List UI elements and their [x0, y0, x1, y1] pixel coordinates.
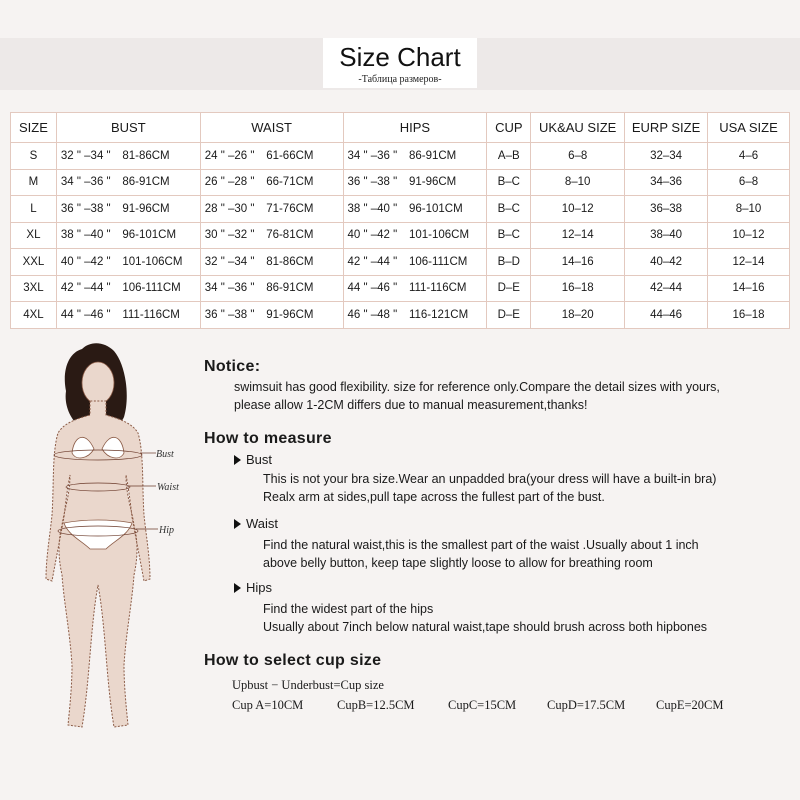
bust-inch-cell: 32 " –34 " [56, 143, 116, 170]
table-row [11, 302, 790, 329]
hips-cm-cell: 116-121CM [403, 302, 487, 329]
waist-label: Waist [157, 482, 179, 493]
waist-cm-cell: 66-71CM [260, 169, 343, 196]
col-header-ukau: UK&AU SIZE [531, 113, 625, 143]
col-header-bust: BUST [56, 113, 200, 143]
usa-size-cell: 12–14 [708, 249, 790, 276]
hips-cm-cell: 101-106CM [403, 222, 487, 249]
triangle-bullet-icon [234, 583, 241, 593]
bust-line-2: Realx arm at sides,pull tape across the fullest part of the bust. [263, 490, 605, 504]
bust-inch-cell: 36 " –38 " [56, 196, 116, 223]
ukau-size-cell: 16–18 [531, 275, 625, 302]
cup-heading: How to select cup size [204, 652, 382, 669]
waist-subheading [234, 516, 794, 531]
usa-size-cell: 14–16 [708, 275, 790, 302]
eurp-size-cell: 42–44 [625, 275, 708, 302]
table-row [11, 169, 790, 196]
bust-line-1: This is not your bra size.Wear an unpadded bra(your dress will have a built-in bra) [263, 472, 717, 486]
hips-inch-cell: 44 " –46 " [343, 275, 403, 302]
ukau-size-cell: 12–14 [531, 222, 625, 249]
usa-size-cell: 10–12 [708, 222, 790, 249]
hips-inch-cell: 46 " –48 " [343, 302, 403, 329]
table-row [11, 222, 790, 249]
cup-values-row [232, 696, 794, 714]
bust-inch-cell: 38 " –40 " [56, 222, 116, 249]
title-box [323, 38, 477, 88]
face-shape [82, 362, 114, 404]
eurp-size-cell: 38–40 [625, 222, 708, 249]
table-row [11, 196, 790, 223]
waist-subheading-label: Waist [246, 516, 279, 531]
waist-inch-cell: 26 " –28 " [200, 169, 260, 196]
waist-inch-cell: 24 " –26 " [200, 143, 260, 170]
ukau-size-cell: 14–16 [531, 249, 625, 276]
cup-cell: B–C [487, 196, 531, 223]
ukau-size-cell: 6–8 [531, 143, 625, 170]
waist-cm-cell: 91-96CM [260, 302, 343, 329]
notice-heading: Notice: [204, 358, 261, 375]
hips-inch-cell: 42 " –44 " [343, 249, 403, 276]
bust-label: Bust [156, 449, 174, 460]
size-cell: S [11, 143, 57, 170]
eurp-size-cell: 32–34 [625, 143, 708, 170]
table-row [11, 275, 790, 302]
usa-size-cell: 4–6 [708, 143, 790, 170]
table-row [11, 143, 790, 170]
triangle-bullet-icon [234, 519, 241, 529]
hips-cm-cell: 86-91CM [403, 143, 487, 170]
eurp-size-cell: 36–38 [625, 196, 708, 223]
size-cell: 4XL [11, 302, 57, 329]
cup-value: CupB=12.5CM [337, 698, 415, 712]
hips-line-2: Usually about 7inch below natural waist,tape should brush across both hipbones [263, 620, 708, 634]
table-header-row [11, 113, 790, 143]
body-measurement-figure [28, 335, 198, 745]
cup-formula: Upbust − Underbust=Cup size [232, 678, 384, 692]
waist-cm-cell: 86-91CM [260, 275, 343, 302]
bust-inch-cell: 40 " –42 " [56, 249, 116, 276]
col-header-size: SIZE [11, 113, 57, 143]
cup-cell: D–E [487, 275, 531, 302]
size-table-body [11, 143, 790, 329]
hips-line-1: Find the widest part of the hips [263, 602, 434, 616]
hips-inch-cell: 40 " –42 " [343, 222, 403, 249]
size-cell: M [11, 169, 57, 196]
eurp-size-cell: 44–46 [625, 302, 708, 329]
page-subtitle: -Таблица размеров- [358, 74, 442, 85]
waist-cm-cell: 76-81CM [260, 222, 343, 249]
cup-cell: B–D [487, 249, 531, 276]
cup-cell: A–B [487, 143, 531, 170]
hips-cm-cell: 96-101CM [403, 196, 487, 223]
eurp-size-cell: 34–36 [625, 169, 708, 196]
bust-cm-cell: 96-101CM [116, 222, 200, 249]
cup-value: CupE=20CM [656, 698, 724, 712]
info-panel [204, 358, 794, 714]
bust-inch-cell: 44 " –46 " [56, 302, 116, 329]
waist-line-1: Find the natural waist,this is the smallest part of the waist .Usually about 1 inch [263, 538, 699, 552]
measure-heading: How to measure [204, 430, 332, 447]
ukau-size-cell: 8–10 [531, 169, 625, 196]
bust-subheading-label: Bust [246, 452, 273, 467]
size-table [10, 112, 790, 329]
hips-inch-cell: 34 " –36 " [343, 143, 403, 170]
waist-inch-cell: 30 " –32 " [200, 222, 260, 249]
waist-cm-cell: 61-66CM [260, 143, 343, 170]
cup-cell: B–C [487, 169, 531, 196]
hips-cm-cell: 106-111CM [403, 249, 487, 276]
table-row [11, 249, 790, 276]
hips-subheading-label: Hips [246, 580, 273, 595]
cup-value: CupD=17.5CM [547, 698, 626, 712]
cup-value: CupC=15CM [448, 698, 517, 712]
bust-inch-cell: 42 " –44 " [56, 275, 116, 302]
triangle-bullet-icon [234, 455, 241, 465]
bust-inch-cell: 34 " –36 " [56, 169, 116, 196]
waist-line-2: above belly button, keep tape slightly loose to allow for breathing room [263, 556, 653, 570]
hips-cm-cell: 91-96CM [403, 169, 487, 196]
ukau-size-cell: 10–12 [531, 196, 625, 223]
waist-cm-cell: 81-86CM [260, 249, 343, 276]
size-cell: 3XL [11, 275, 57, 302]
col-header-cup: CUP [487, 113, 531, 143]
hips-cm-cell: 111-116CM [403, 275, 487, 302]
size-cell: XL [11, 222, 57, 249]
usa-size-cell: 6–8 [708, 169, 790, 196]
notice-line-2: please allow 1-2CM differs due to manual measurement,thanks! [234, 398, 588, 412]
size-cell: L [11, 196, 57, 223]
usa-size-cell: 8–10 [708, 196, 790, 223]
waist-inch-cell: 32 " –34 " [200, 249, 260, 276]
waist-cm-cell: 71-76CM [260, 196, 343, 223]
cup-cell: D–E [487, 302, 531, 329]
cup-value: Cup A=10CM [232, 698, 304, 712]
notice-line-1: swimsuit has good flexibility. size for reference only.Compare the detail sizes with yours, [234, 380, 720, 394]
bust-cm-cell: 101-106CM [116, 249, 200, 276]
col-header-waist: WAIST [200, 113, 343, 143]
waist-inch-cell: 34 " –36 " [200, 275, 260, 302]
waist-inch-cell: 36 " –38 " [200, 302, 260, 329]
bust-cm-cell: 86-91CM [116, 169, 200, 196]
bust-cm-cell: 111-116CM [116, 302, 200, 329]
eurp-size-cell: 40–42 [625, 249, 708, 276]
bust-subheading [234, 452, 794, 467]
bust-cm-cell: 81-86CM [116, 143, 200, 170]
bust-cm-cell: 91-96CM [116, 196, 200, 223]
size-cell: XXL [11, 249, 57, 276]
hips-inch-cell: 36 " –38 " [343, 169, 403, 196]
hips-inch-cell: 38 " –40 " [343, 196, 403, 223]
usa-size-cell: 16–18 [708, 302, 790, 329]
col-header-usa: USA SIZE [708, 113, 790, 143]
page-title: Size Chart [339, 42, 461, 72]
col-header-hips: HIPS [343, 113, 487, 143]
hip-label: Hip [159, 525, 174, 536]
waist-inch-cell: 28 " –30 " [200, 196, 260, 223]
col-header-eurp: EURP SIZE [625, 113, 708, 143]
bust-cm-cell: 106-111CM [116, 275, 200, 302]
hips-subheading [234, 580, 794, 595]
ukau-size-cell: 18–20 [531, 302, 625, 329]
cup-cell: B–C [487, 222, 531, 249]
